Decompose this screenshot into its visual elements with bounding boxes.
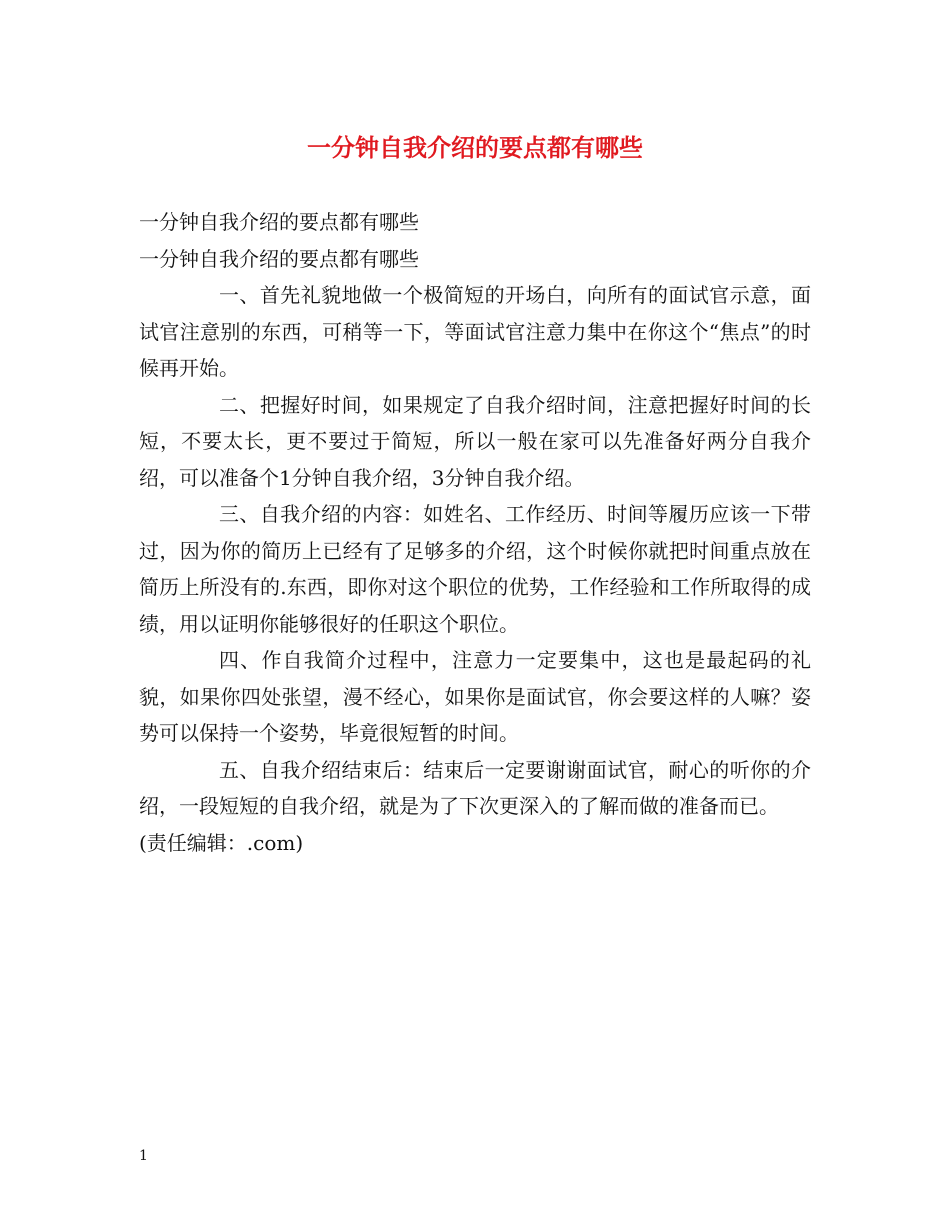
page-number: 1 xyxy=(139,1148,148,1164)
subtitle-line: 一分钟自我介绍的要点都有哪些 xyxy=(139,246,419,271)
document-body xyxy=(139,204,811,861)
paragraph: 二、把握好时间，如果规定了自我介绍时间，注意把握好时间的长短，不要太长，更不要过于简短，所以一般在家可以先准备好两分自我介绍，可以准备个1分钟自我介绍，3分钟自我介绍。 xyxy=(139,392,811,490)
paragraph: 三、自我介绍的内容：如姓名、工作经历、时间等履历应该一下带过，因为你的简历上已经有了足够多的介绍，这个时候你就把时间重点放在简历上所没有的.东西，即你对这个职位的优势，工作经验和工作所取得的成绩，用以证明你能够很好的任职这个职位。 xyxy=(139,502,811,636)
subtitle-line: 一分钟自我介绍的要点都有哪些 xyxy=(139,210,419,234)
paragraph: 五、自我介绍结束后：结束后一定要谢谢面试官，耐心的听你的介绍，一段短短的自我介绍，就是为了下次更深入的了解而做的准备而已。 xyxy=(139,757,811,818)
editor-note: (责任编辑：.com) xyxy=(139,830,304,855)
paragraph: 一、首先礼貌地做一个极简短的开场白，向所有的面试官示意，面试官注意别的东西，可稍等一下，等面试官注意力集中在你这个“焦点”的时候再开始。 xyxy=(139,283,811,380)
page-title: 一分钟自我介绍的要点都有哪些 xyxy=(307,133,643,162)
paragraph: 四、作自我简介过程中，注意力一定要集中，这也是最起码的礼貌，如果你四处张望，漫不经心，如果你是面试官，你会要这样的人嘛？姿势可以保持一个姿势，毕竟很短暂的时间。 xyxy=(139,648,811,745)
